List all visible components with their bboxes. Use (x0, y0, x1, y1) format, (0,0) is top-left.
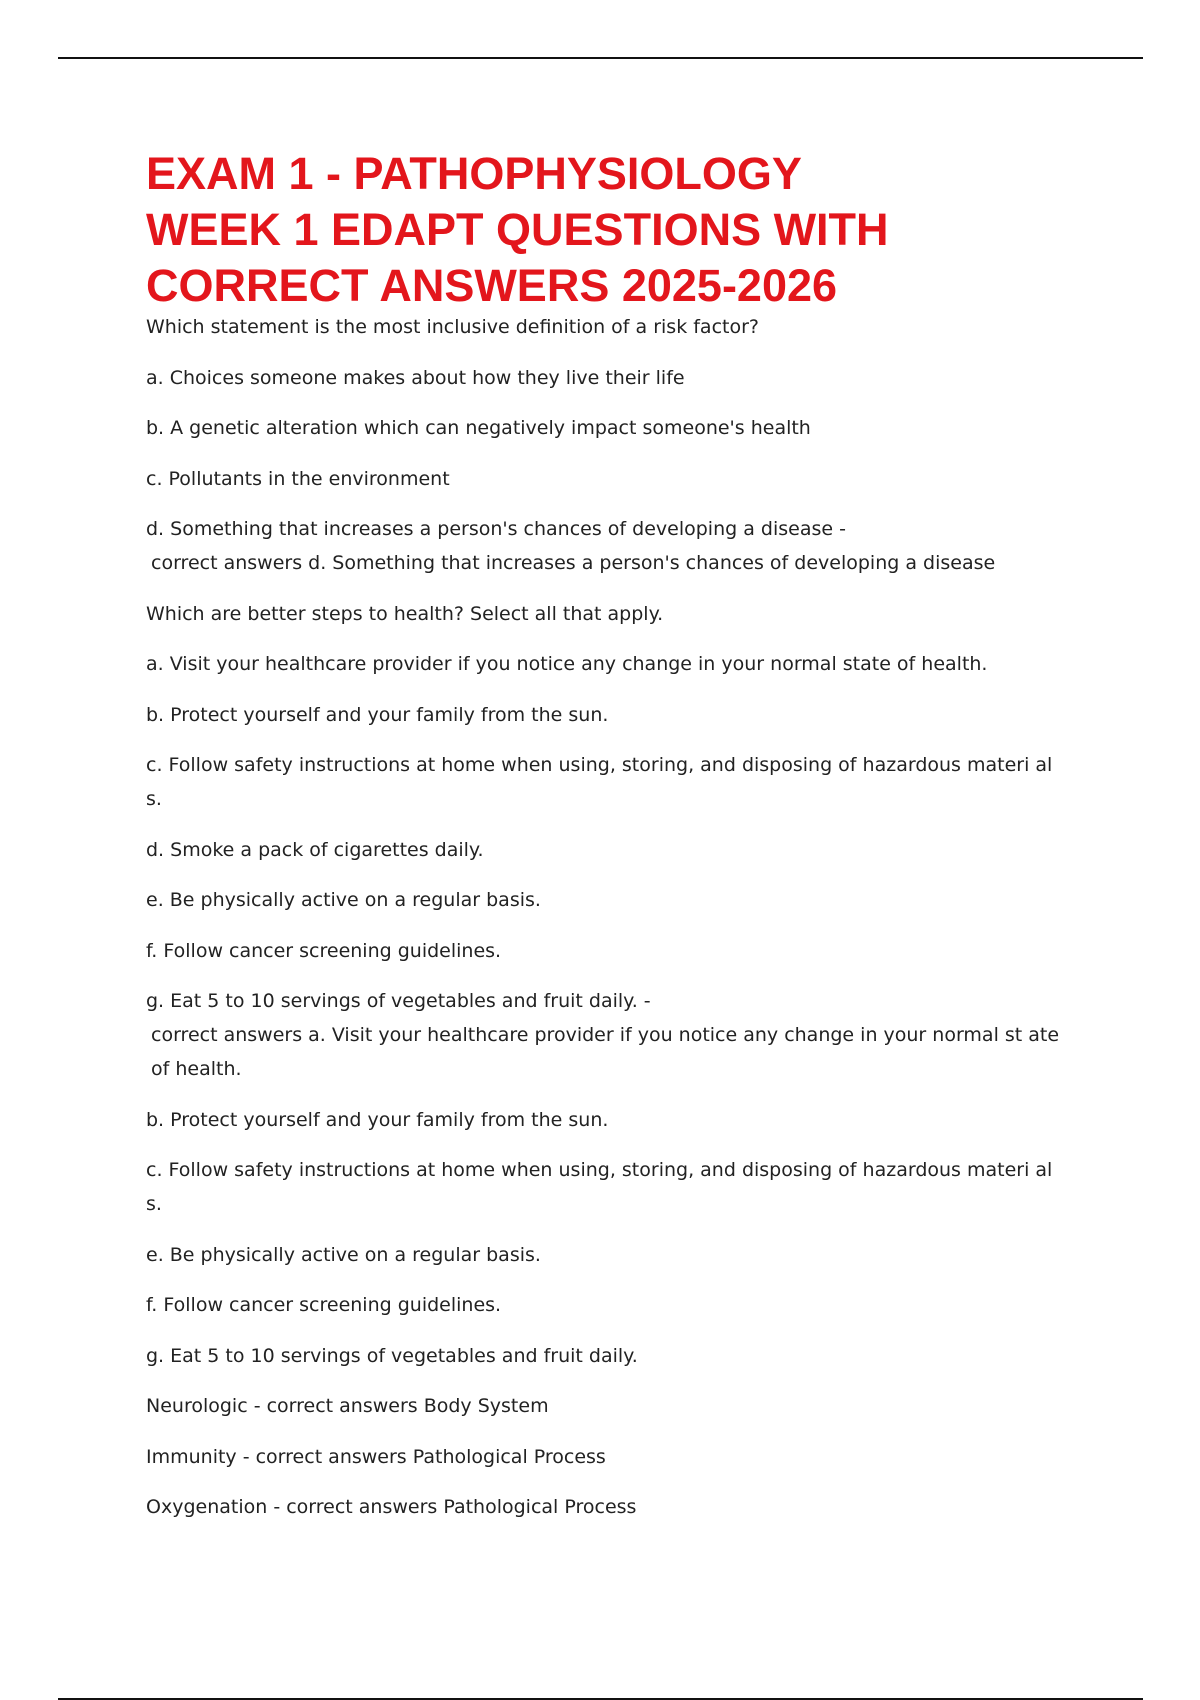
question-2: Which are better steps to health? Select all that apply. (146, 602, 664, 625)
q1-option-b: b. A genetic alteration which can negatively impact someone's health (146, 417, 811, 439)
title-line-1: EXAM 1 - PATHOPHYSIOLOGY (146, 148, 802, 199)
q2-answer-c: c. Follow safety instructions at home when using, storing, and disposing of hazardous materi als. (146, 1159, 1053, 1215)
q2-option-d: d. Smoke a pack of cigarettes daily. (146, 838, 484, 861)
q2-option-b: b. Protect yourself and your family from the sun. (146, 703, 609, 726)
q2-answer-e: e. Be physically active on a regular basis. (146, 1243, 541, 1266)
pair-neurologic: Neurologic - correct answers Body System (146, 1395, 549, 1417)
pair-oxygenation: Oxygenation - correct answers Pathological Process (146, 1496, 637, 1518)
q1-option-d-with-answer (146, 512, 1066, 580)
document-body (146, 310, 1066, 1541)
q2-option-e: e. Be physically active on a regular basis. (146, 889, 541, 911)
title-line-3: CORRECT ANSWERS 2025-2026 (146, 260, 838, 311)
q2-answer-f: f. Follow cancer screening guidelines. (146, 1294, 502, 1316)
question-1: Which statement is the most inclusive definition of a risk factor? (146, 316, 759, 338)
q2-option-f: f. Follow cancer screening guidelines. (146, 939, 502, 962)
q2-option-g: g. Eat 5 to 10 servings of vegetables and fruit daily. - (146, 990, 651, 1012)
q1-correct-answer: correct answers d. Something that increases a person's chances of developing a disease (151, 552, 996, 574)
pair-immunity: Immunity - correct answers Pathological Process (146, 1445, 606, 1468)
q1-option-c: c. Pollutants in the environment (146, 467, 450, 490)
q1-option-a: a. Choices someone makes about how they live their life (146, 366, 685, 389)
q2-correct-answer-a: correct answers a. Visit your healthcare provider if you notice any change in your normal st ate of health. (151, 1024, 1060, 1080)
title-line-2: WEEK 1 EDAPT QUESTIONS WITH (146, 204, 889, 255)
q2-answer-g: g. Eat 5 to 10 servings of vegetables and fruit daily. (146, 1344, 638, 1367)
q2-option-c: c. Follow safety instructions at home when using, storing, and disposing of hazardous materi als. (146, 754, 1053, 810)
header-rule (58, 57, 1143, 59)
q1-option-d: d. Something that increases a person's chances of developing a disease - (146, 518, 846, 540)
q2-option-a: a. Visit your healthcare provider if you notice any change in your normal state of health. (146, 653, 988, 675)
q2-option-g-with-answer (146, 984, 1066, 1086)
document-title (146, 146, 1106, 314)
q2-answer-b: b. Protect yourself and your family from the sun. (146, 1108, 609, 1131)
